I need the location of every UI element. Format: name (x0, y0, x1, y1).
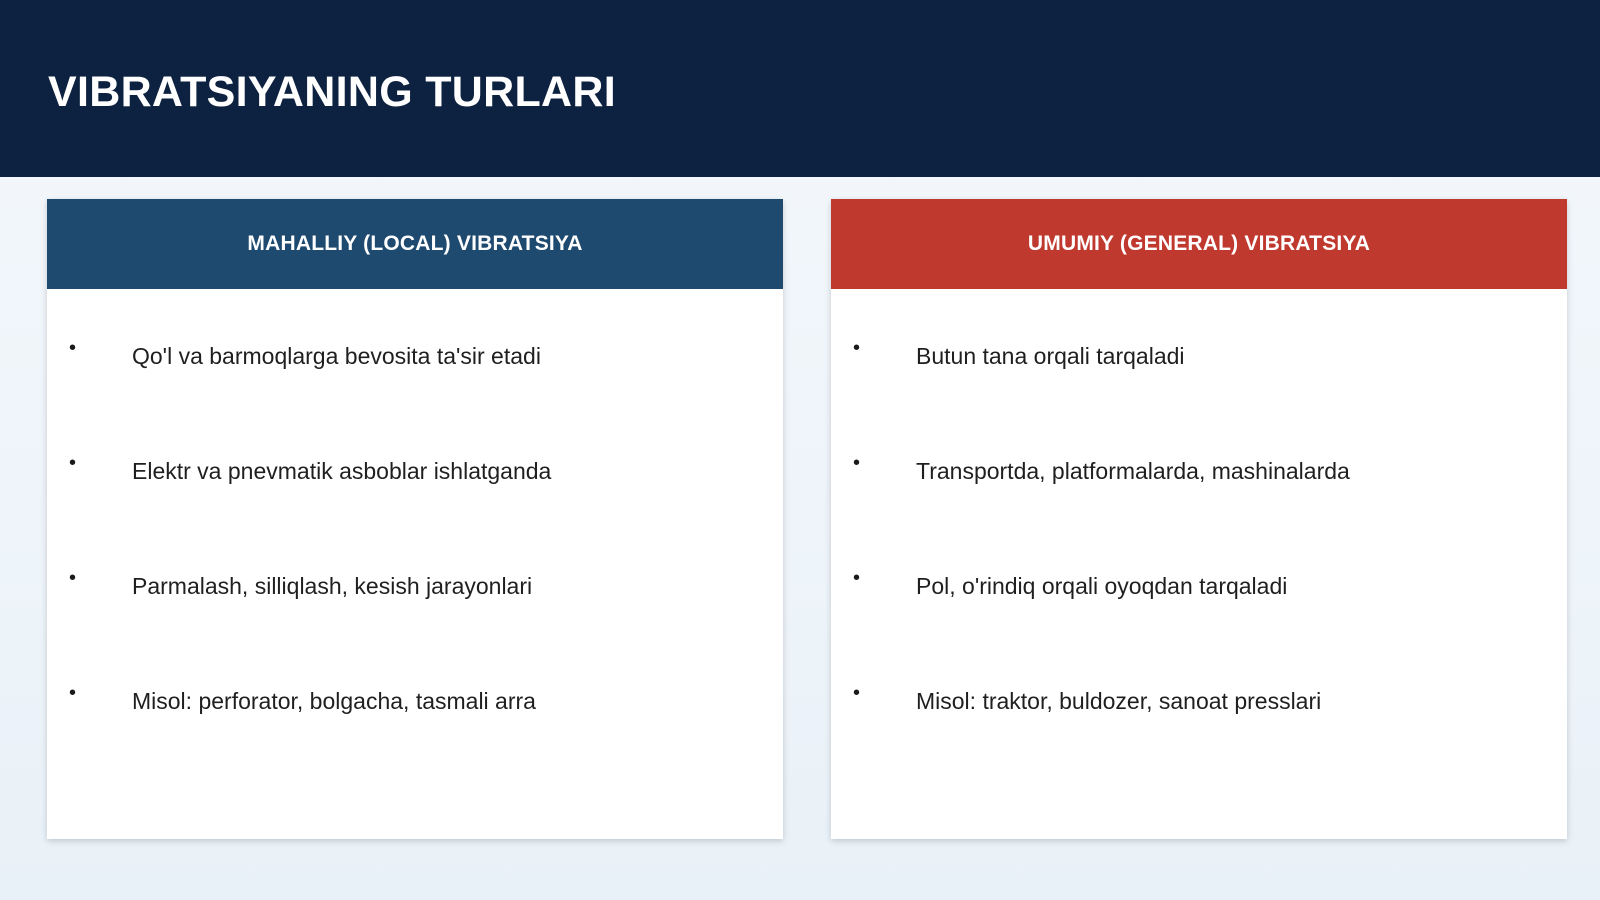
list-item (831, 451, 1567, 491)
list-item-text: Elektr va pnevmatik asboblar ishlatganda (132, 458, 552, 484)
list-item-text: Parmalash, silliqlash, kesish jarayonlari (132, 573, 533, 599)
bullet-icon: • (853, 567, 861, 589)
list-item-text: Qo'l va barmoqlarga bevosita ta'sir etadi (132, 343, 541, 369)
bullet-icon: • (853, 452, 861, 474)
list-item-text: Pol, o'rindiq orqali oyoqdan tarqaladi (916, 573, 1288, 599)
list-item-text: Misol: perforator, bolgacha, tasmali arra (132, 688, 536, 714)
list-item (47, 681, 783, 721)
bullet-icon: • (69, 682, 77, 704)
list-item (47, 336, 783, 376)
list-item (47, 451, 783, 491)
slide-header (0, 0, 1600, 177)
bullet-icon: • (69, 567, 77, 589)
bullet-icon: • (69, 452, 77, 474)
list-item (47, 566, 783, 606)
bullet-icon: • (69, 337, 77, 359)
list-item (831, 336, 1567, 376)
slide-title: VIBRATSIYANING TURLARI (48, 68, 617, 116)
list-item-text: Misol: traktor, buldozer, sanoat presslari (916, 688, 1322, 714)
general-vibration-card (831, 199, 1567, 839)
list-item-text: Butun tana orqali tarqaladi (916, 343, 1185, 369)
bullet-icon: • (853, 682, 861, 704)
list-item (831, 681, 1567, 721)
local-vibration-card-header (47, 199, 783, 289)
list-item-text: Transportda, platformalarda, mashinalarda (916, 458, 1350, 484)
general-vibration-card-header (831, 199, 1567, 289)
list-item (831, 566, 1567, 606)
bullet-icon: • (853, 337, 861, 359)
local-vibration-heading: MAHALLIY (LOCAL) VIBRATSIYA (247, 232, 583, 255)
general-vibration-heading: UMUMIY (GENERAL) VIBRATSIYA (1027, 232, 1371, 255)
local-vibration-card (47, 199, 783, 839)
